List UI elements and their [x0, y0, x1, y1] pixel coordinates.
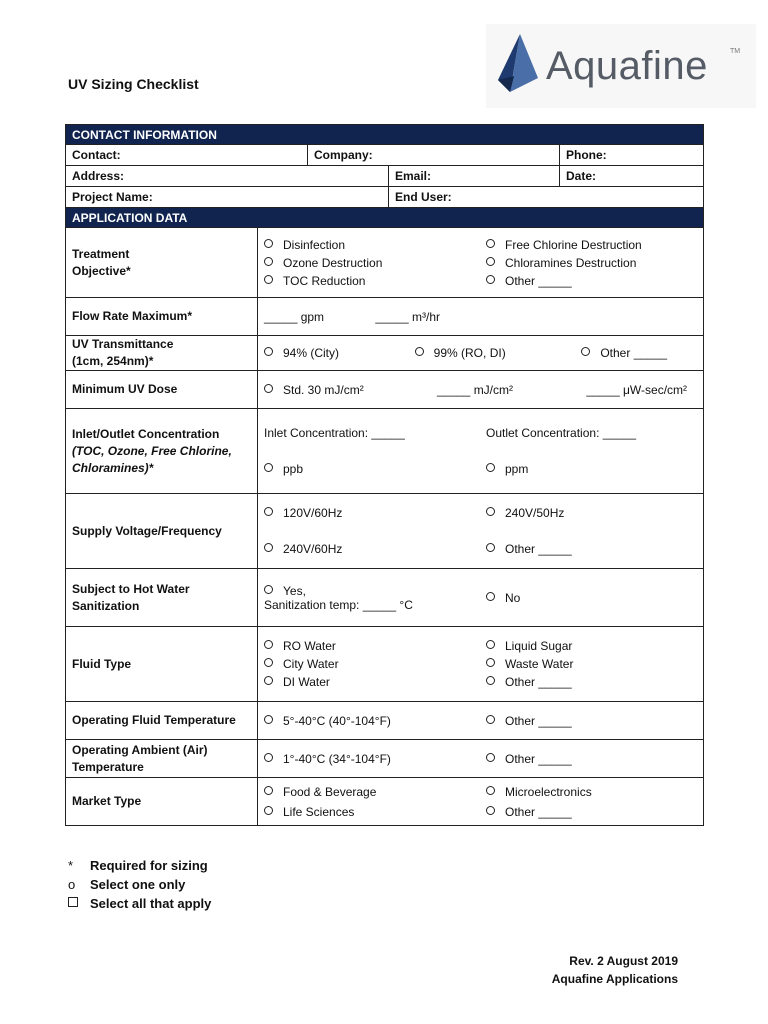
- inlet-concentration-field[interactable]: Inlet Concentration: _____: [264, 426, 405, 440]
- voltage-label: Supply Voltage/Frequency: [66, 494, 258, 569]
- fluid-temp-row: [66, 702, 704, 740]
- option-99-ro-di[interactable]: [415, 346, 506, 360]
- radio-icon: [581, 347, 590, 356]
- hot-water-row: [66, 569, 704, 627]
- flow-label: Flow Rate Maximum*: [66, 298, 258, 336]
- aquafine-logo: [486, 24, 756, 108]
- option-label: Microelectronics: [505, 784, 592, 799]
- legend-select-all: [68, 894, 211, 913]
- option-label: Other _____: [505, 273, 572, 288]
- checkbox-icon: [68, 894, 90, 913]
- radio-icon: [264, 753, 273, 762]
- legend-select-all-text: Select all that apply: [90, 896, 212, 911]
- logo-mark-icon: [494, 32, 542, 96]
- option-fluid-other[interactable]: [486, 675, 686, 689]
- hot-water-label-line2: Sanitization: [72, 598, 140, 613]
- option-label: Other _____: [505, 804, 572, 819]
- uvt-label: [66, 336, 258, 371]
- option-label: 120V/60Hz: [283, 506, 343, 520]
- flow-m3hr-field[interactable]: _____ m³/hr: [375, 309, 441, 324]
- option-free-chlorine-destruction[interactable]: [486, 238, 686, 252]
- legend: [68, 856, 211, 913]
- option-std-30[interactable]: [264, 383, 364, 397]
- radio-icon: [264, 239, 273, 248]
- radio-icon: [264, 275, 273, 284]
- hot-water-label-line1: Subject to Hot Water: [72, 581, 190, 596]
- logo-text: Aquafine: [546, 44, 708, 88]
- revision-text: Rev. 2 August 2019: [569, 954, 678, 968]
- dose-mj-field[interactable]: _____ mJ/cm²: [436, 382, 514, 397]
- option-fluid-temp-other[interactable]: [486, 714, 686, 728]
- option-ppb[interactable]: [264, 462, 486, 476]
- radio-icon: [415, 347, 424, 356]
- voltage-row: [66, 494, 704, 569]
- option-label: ppm: [505, 462, 529, 476]
- option-disinfection[interactable]: [264, 238, 486, 252]
- option-label: Food & Beverage: [283, 784, 377, 799]
- option-toc-reduction[interactable]: [264, 274, 486, 288]
- option-5-40c[interactable]: [264, 714, 486, 728]
- radio-icon: [264, 658, 273, 667]
- option-label: Std. 30 mJ/cm²: [283, 382, 364, 397]
- option-food-beverage[interactable]: [264, 785, 486, 799]
- legend-select-one-text: Select one only: [90, 877, 186, 892]
- option-label: Other _____: [505, 713, 572, 728]
- option-label: 240V/60Hz: [283, 542, 343, 556]
- date-field[interactable]: Date:: [560, 166, 704, 187]
- uvt-row: [66, 336, 704, 371]
- application-section-title: APPLICATION DATA: [66, 208, 704, 228]
- asterisk-icon: *: [68, 858, 74, 873]
- option-label: Other _____: [600, 346, 668, 360]
- option-label: Other _____: [505, 542, 572, 556]
- radio-icon: [486, 753, 495, 762]
- radio-icon: [264, 676, 273, 685]
- ambient-label-line2: Temperature: [72, 759, 144, 774]
- option-label: Chloramines Destruction: [505, 255, 637, 270]
- option-label: 1°-40°C (34°-104°F): [283, 751, 391, 766]
- treatment-label-line1: Treatment: [72, 246, 130, 261]
- option-life-sciences[interactable]: [264, 805, 486, 819]
- conc-label-line1: Inlet/Outlet Concentration: [72, 426, 220, 441]
- radio-icon: [486, 463, 495, 472]
- option-voltage-other[interactable]: [486, 542, 686, 556]
- option-label: Waste Water: [505, 657, 574, 671]
- checklist-table: [65, 124, 704, 826]
- option-uvt-other[interactable]: [581, 346, 667, 360]
- radio-icon: [264, 384, 273, 393]
- option-ozone-destruction[interactable]: [264, 256, 486, 270]
- footer: [552, 952, 678, 988]
- treatment-label: [66, 228, 258, 298]
- option-no[interactable]: [486, 591, 686, 605]
- option-waste-water[interactable]: [486, 657, 686, 671]
- treatment-label-line2: Objective*: [72, 263, 131, 278]
- dose-row: [66, 371, 704, 409]
- radio-icon: [486, 257, 495, 266]
- option-di-water[interactable]: [264, 675, 486, 689]
- radio-icon: [264, 543, 273, 552]
- option-label: ppb: [283, 462, 304, 476]
- radio-icon: [264, 640, 273, 649]
- fluid-label: Fluid Type: [66, 627, 258, 702]
- option-240v-60hz[interactable]: [264, 542, 486, 556]
- option-liquid-sugar[interactable]: [486, 639, 686, 653]
- dose-uw-field[interactable]: _____ μW-sec/cm²: [586, 382, 688, 397]
- option-label: 99% (RO, DI): [433, 346, 506, 360]
- hot-water-label: [66, 569, 258, 627]
- radio-icon: [264, 715, 273, 724]
- option-city-water[interactable]: [264, 657, 486, 671]
- radio-icon: [486, 786, 495, 795]
- phone-field[interactable]: Phone:: [560, 145, 704, 166]
- option-market-other[interactable]: [486, 805, 686, 819]
- radio-icon: [486, 640, 495, 649]
- flow-gpm-field[interactable]: _____ gpm: [264, 309, 325, 324]
- option-label: 94% (City): [283, 346, 340, 360]
- contact-field[interactable]: Contact:: [66, 145, 308, 166]
- option-label: Yes,: [283, 583, 306, 598]
- market-label: Market Type: [66, 778, 258, 826]
- concentration-label: [66, 409, 258, 494]
- uvt-label-line2: (1cm, 254nm)*: [72, 354, 154, 368]
- option-microelectronics[interactable]: [486, 785, 686, 799]
- radio-icon: [486, 275, 495, 284]
- option-120v-60hz[interactable]: [264, 506, 486, 520]
- concentration-row: [66, 409, 704, 494]
- radio-icon: [264, 507, 273, 516]
- logo-tm: TM: [730, 48, 741, 55]
- radio-icon: [486, 592, 495, 601]
- option-label: DI Water: [283, 675, 330, 689]
- radio-icon: [486, 239, 495, 248]
- option-label: 5°-40°C (40°-104°F): [283, 713, 391, 728]
- option-yes[interactable]: [264, 584, 486, 598]
- ambient-row: [66, 740, 704, 778]
- option-ro-water[interactable]: [264, 639, 486, 653]
- department-text: Aquafine Applications: [551, 972, 678, 986]
- option-label: Ozone Destruction: [283, 255, 383, 270]
- radio-icon: [486, 676, 495, 685]
- option-label: TOC Reduction: [283, 273, 366, 288]
- outlet-concentration-field[interactable]: Outlet Concentration: _____: [486, 426, 637, 440]
- dose-label: Minimum UV Dose: [66, 371, 258, 409]
- radio-icon: [264, 806, 273, 815]
- radio-icon: [264, 463, 273, 472]
- option-label: Liquid Sugar: [505, 639, 573, 653]
- application-section-header: [66, 208, 704, 228]
- radio-icon: [264, 257, 273, 266]
- sanitization-temp-field[interactable]: Sanitization temp: _____ °C: [264, 597, 413, 612]
- option-label: Disinfection: [283, 237, 346, 252]
- contact-section-header: [66, 125, 704, 145]
- radio-icon: [486, 715, 495, 724]
- radio-icon: [486, 658, 495, 667]
- conc-label-line2: (TOC, Ozone, Free Chlorine,: [72, 443, 232, 458]
- option-label: No: [505, 590, 521, 605]
- radio-icon: [486, 507, 495, 516]
- fluid-row: [66, 627, 704, 702]
- option-label: City Water: [283, 657, 339, 671]
- radio-icon: [486, 806, 495, 815]
- radio-icon: [264, 347, 273, 356]
- legend-select-one: [68, 875, 211, 894]
- option-label: Other _____: [505, 751, 572, 766]
- ambient-label-line1: Operating Ambient (Air): [72, 742, 208, 757]
- ambient-label: [66, 740, 258, 778]
- option-ambient-other[interactable]: [486, 752, 686, 766]
- option-chloramines-destruction[interactable]: [486, 256, 686, 270]
- radio-icon: [486, 543, 495, 552]
- end-user-field[interactable]: End User:: [389, 187, 704, 208]
- radio-icon: [264, 585, 273, 594]
- option-240v-50hz[interactable]: [486, 506, 686, 520]
- uvt-label-line1: UV Transmittance: [72, 337, 174, 351]
- conc-label-line3: Chloramines)*: [72, 460, 154, 475]
- legend-required-text: Required for sizing: [90, 858, 208, 873]
- option-treatment-other[interactable]: [486, 274, 686, 288]
- email-field[interactable]: Email:: [389, 166, 560, 187]
- page-title: UV Sizing Checklist: [68, 76, 199, 92]
- option-94-city[interactable]: [264, 346, 339, 360]
- project-name-field[interactable]: Project Name:: [66, 187, 389, 208]
- address-field[interactable]: Address:: [66, 166, 389, 187]
- company-field[interactable]: Company:: [308, 145, 560, 166]
- market-row: [66, 778, 704, 826]
- option-label: Free Chlorine Destruction: [505, 237, 642, 252]
- treatment-row: [66, 228, 704, 298]
- legend-required: [68, 856, 211, 875]
- option-label: Other _____: [505, 675, 572, 689]
- option-1-40c[interactable]: [264, 752, 486, 766]
- option-ppm[interactable]: [486, 462, 686, 476]
- flow-row: [66, 298, 704, 336]
- fluid-temp-label: Operating Fluid Temperature: [66, 702, 258, 740]
- option-label: Life Sciences: [283, 804, 355, 819]
- option-label: 240V/50Hz: [505, 506, 565, 520]
- contact-section-title: CONTACT INFORMATION: [66, 125, 704, 145]
- circle-icon: o: [68, 877, 76, 892]
- radio-icon: [264, 786, 273, 795]
- option-label: RO Water: [283, 639, 336, 653]
